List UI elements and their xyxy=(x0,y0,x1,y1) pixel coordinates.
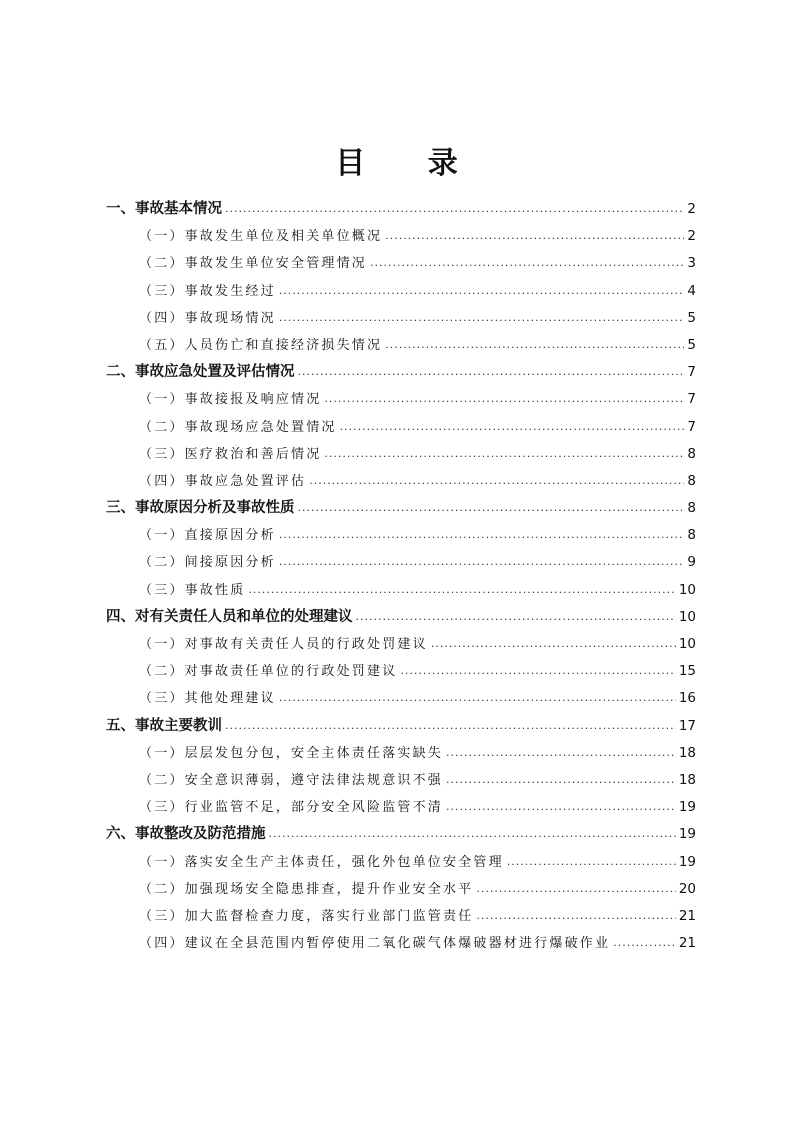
toc-page-number: 7 xyxy=(687,418,696,435)
table-of-contents xyxy=(106,196,696,957)
toc-subsection-entry[interactable] xyxy=(106,549,696,576)
toc-page-number: 10 xyxy=(678,581,696,598)
toc-dot-leader xyxy=(385,222,684,249)
toc-dot-leader xyxy=(324,385,684,412)
toc-entry-text: （三）加大监督检查力度，落实行业部门监管责任 xyxy=(139,908,474,924)
toc-page-number: 5 xyxy=(687,309,696,326)
toc-entry-text: 一、事故基本情况 xyxy=(106,201,222,217)
toc-dot-leader xyxy=(431,630,676,657)
toc-entry-text: 五、事故主要教训 xyxy=(106,717,222,734)
toc-dot-leader xyxy=(385,331,684,358)
toc-entry-text: （三）医疗救治和善后情况 xyxy=(139,446,322,462)
toc-dot-leader xyxy=(269,820,676,847)
toc-dot-leader xyxy=(340,413,685,440)
toc-subsection-entry[interactable] xyxy=(106,278,696,305)
toc-section-entry[interactable] xyxy=(106,821,696,848)
toc-page-number: 19 xyxy=(678,853,696,870)
toc-subsection-entry[interactable] xyxy=(106,223,696,250)
toc-entry-text: （一）事故接报及响应情况 xyxy=(139,392,322,408)
toc-dot-leader xyxy=(279,521,685,548)
toc-page-number: 4 xyxy=(687,282,696,299)
toc-dot-leader xyxy=(298,358,685,385)
toc-title: 目 录 xyxy=(335,146,484,181)
toc-entry-text: （四）建议在全县范围内暂停使用二氧化碳气体爆破器材进行爆破作业 xyxy=(139,936,611,952)
toc-entry-text: 三、事故原因分析及事故性质 xyxy=(106,500,295,517)
toc-entry-text: （四）事故现场情况 xyxy=(139,310,276,326)
toc-subsection-entry[interactable] xyxy=(106,441,696,468)
toc-entry-text: （一）事故发生单位及相关单位概况 xyxy=(139,229,383,245)
toc-section-entry[interactable] xyxy=(106,359,696,386)
toc-entry-text: （一）对事故有关责任人员的行政处罚建议 xyxy=(139,637,428,652)
toc-section-entry[interactable] xyxy=(106,495,696,522)
toc-entry-text: （二）事故发生单位安全管理情况 xyxy=(139,256,368,272)
toc-entry-text: （五）人员伤亡和直接经济损失情况 xyxy=(139,337,383,353)
toc-subsection-entry[interactable] xyxy=(106,332,696,359)
toc-subsection-entry[interactable] xyxy=(106,876,696,903)
toc-subsection-entry[interactable] xyxy=(106,794,696,821)
toc-page-number: 5 xyxy=(687,336,696,353)
toc-page-number: 19 xyxy=(678,826,696,843)
toc-dot-leader xyxy=(309,467,684,494)
toc-subsection-entry[interactable] xyxy=(106,250,696,277)
toc-dot-leader xyxy=(356,603,676,630)
toc-dot-leader xyxy=(279,304,685,331)
toc-section-entry[interactable] xyxy=(106,713,696,740)
toc-entry-text: 二、事故应急处置及评估情况 xyxy=(106,364,295,381)
toc-entry-text: （三）其他处理建议 xyxy=(139,691,276,707)
toc-dot-leader xyxy=(370,249,684,276)
toc-subsection-entry[interactable] xyxy=(106,767,696,794)
toc-subsection-entry[interactable] xyxy=(106,577,696,604)
toc-entry-text: （四）事故应急处置评估 xyxy=(139,473,307,489)
toc-page-number: 7 xyxy=(687,391,696,408)
toc-page-number: 21 xyxy=(678,935,696,952)
toc-page-number: 8 xyxy=(687,527,696,544)
toc-page-number: 8 xyxy=(687,472,696,489)
toc-section-entry[interactable] xyxy=(106,604,696,631)
toc-dot-leader xyxy=(446,793,676,820)
toc-subsection-entry[interactable] xyxy=(106,468,696,495)
toc-dot-leader xyxy=(400,657,675,684)
toc-entry-text: （二）加强现场安全隐患排查，提升作业安全水平 xyxy=(139,881,474,897)
toc-page-number: 10 xyxy=(678,636,696,652)
toc-dot-leader xyxy=(248,576,675,603)
toc-dot-leader xyxy=(279,548,685,575)
toc-dot-leader xyxy=(225,195,684,222)
toc-dot-leader xyxy=(613,929,676,956)
toc-entry-text: 四、对有关责任人员和单位的处理建议 xyxy=(106,608,353,625)
toc-dot-leader xyxy=(476,875,675,902)
toc-dot-leader xyxy=(446,766,676,793)
toc-subsection-entry[interactable] xyxy=(106,740,696,767)
toc-entry-text: （三）行业监管不足，部分安全风险监管不清 xyxy=(139,800,444,816)
toc-subsection-entry[interactable] xyxy=(106,522,696,549)
toc-entry-text: （三）事故发生经过 xyxy=(139,283,276,299)
toc-page-number: 10 xyxy=(678,608,696,625)
toc-entry-text: （一）落实安全生产主体责任，强化外包单位安全管理 xyxy=(139,854,504,870)
toc-entry-text: （一）直接原因分析 xyxy=(139,528,276,544)
toc-dot-leader xyxy=(279,277,685,304)
toc-page-number: 3 xyxy=(687,255,696,272)
toc-entry-text: 六、事故整改及防范措施 xyxy=(106,826,266,843)
toc-dot-leader xyxy=(298,494,685,521)
toc-page-number: 8 xyxy=(687,500,696,517)
toc-page-number: 18 xyxy=(678,771,696,788)
toc-subsection-entry[interactable] xyxy=(106,305,696,332)
toc-subsection-entry[interactable] xyxy=(106,414,696,441)
toc-subsection-entry[interactable] xyxy=(106,685,696,712)
toc-subsection-entry[interactable] xyxy=(106,930,696,957)
toc-entry-text: （二）对事故责任单位的行政处罚建议 xyxy=(139,664,398,680)
toc-subsection-entry[interactable] xyxy=(106,386,696,413)
toc-page-number: 15 xyxy=(678,663,696,680)
toc-page-number: 8 xyxy=(687,445,696,462)
toc-page-number: 18 xyxy=(678,744,696,761)
toc-page-number: 7 xyxy=(687,364,696,381)
toc-subsection-entry[interactable] xyxy=(106,849,696,876)
toc-entry-text: （二）间接原因分析 xyxy=(139,555,276,571)
toc-subsection-entry[interactable] xyxy=(106,903,696,930)
toc-page-number: 20 xyxy=(678,880,696,897)
toc-page-number: 2 xyxy=(687,228,696,245)
toc-page-number: 17 xyxy=(678,717,696,734)
toc-dot-leader xyxy=(324,440,684,467)
toc-dot-leader xyxy=(279,684,676,711)
toc-subsection-entry[interactable] xyxy=(106,631,696,658)
toc-subsection-entry[interactable] xyxy=(106,658,696,685)
toc-entry-text: （三）事故性质 xyxy=(139,582,246,598)
toc-page-number: 21 xyxy=(678,907,696,924)
toc-page-number: 2 xyxy=(687,201,696,217)
toc-dot-leader xyxy=(507,848,676,875)
toc-dot-leader xyxy=(446,739,676,766)
toc-dot-leader xyxy=(476,902,675,929)
toc-page-number: 16 xyxy=(678,690,696,707)
toc-entry-text: （一）层层发包分包，安全主体责任落实缺失 xyxy=(139,745,444,761)
toc-entry-text: （二）事故现场应急处置情况 xyxy=(139,419,337,435)
toc-page-number: 9 xyxy=(687,554,696,571)
toc-entry-text: （二）安全意识薄弱，遵守法律法规意识不强 xyxy=(139,772,444,788)
toc-section-entry[interactable] xyxy=(106,196,696,223)
toc-dot-leader xyxy=(225,712,676,739)
toc-page-number: 19 xyxy=(678,799,696,816)
